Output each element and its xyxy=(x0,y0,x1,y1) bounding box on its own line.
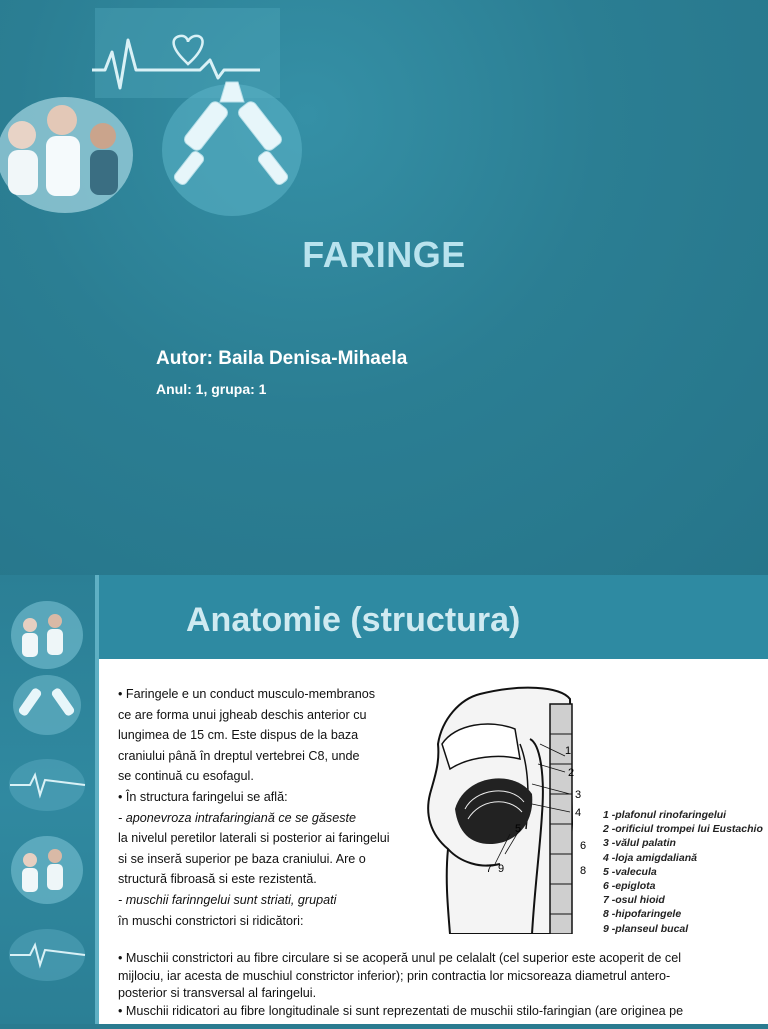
diagram-number: 6 xyxy=(580,840,587,852)
structure-paragraph xyxy=(118,684,418,931)
muscles-paragraph xyxy=(118,950,758,1020)
medical-collage xyxy=(0,0,320,230)
legend-item: 1 -plafonul rinofaringelui xyxy=(603,809,727,821)
diagram-number: 8 xyxy=(580,865,587,877)
slide-title: FARINGE xyxy=(302,234,466,275)
paragraph-line: se continuă cu esofagul. xyxy=(118,769,254,784)
paragraph-line: mijlociu, iar acesta de muschiul constrictor inferior); prin contractia lor micsoreaza diametrul antero- xyxy=(118,968,671,983)
diagram-number: 2 xyxy=(568,767,575,779)
paragraph-line: - aponevroza intrafaringiană ce se găseste xyxy=(118,810,357,825)
legend-item: 3 -vălul palatin xyxy=(603,837,676,850)
sidebar-collage xyxy=(0,575,95,1024)
legend-item: 6 -epiglota xyxy=(603,880,656,893)
paragraph-line: ce are forma unui jgheab deschis anterior cu xyxy=(118,707,367,722)
paragraph-line: în muschi constrictori si ridicători: xyxy=(118,913,304,928)
diagram-number: 7 xyxy=(486,863,493,875)
paragraph-line: - muschii farinngelui sunt striati, grupati xyxy=(118,892,337,907)
paragraph-line: craniului până în dreptul vertebrei C8, unde xyxy=(118,748,360,763)
legend-item: 9 -planseul bucal xyxy=(603,922,689,935)
content-title: Anatomie (structura) xyxy=(186,601,521,639)
paragraph-line: si se inseră superior pe baza craniului. Are o xyxy=(118,851,366,866)
paragraph-line: • Muschii constrictori au fibre circulare si se acoperă unul pe celalalt (cel superior este acoperit de cel xyxy=(118,951,681,965)
decorative-sidebar xyxy=(0,575,95,1024)
diagram-number: 5 xyxy=(515,823,522,835)
year-group: Anul: 1, grupa: 1 xyxy=(156,381,267,397)
diagram-number: 3 xyxy=(575,789,582,801)
legend-item: 7 -osul hioid xyxy=(603,894,665,907)
diagram-number: 4 xyxy=(575,807,582,819)
paragraph-line: structură fibroasă si este rezistentă. xyxy=(118,872,317,887)
legend-item: 2 -orificiul trompei lui Eustachio xyxy=(603,823,763,836)
paragraph-line: posterior si transversal al faringelui. xyxy=(118,986,317,1000)
diagram-legend xyxy=(603,808,763,936)
author-name: Autor: Baila Denisa-Mihaela xyxy=(156,348,408,369)
paragraph-line: • În structura faringelui se află: xyxy=(118,789,288,804)
legend-item: 4 -loja amigdaliană xyxy=(603,851,697,864)
diagram-number: 1 xyxy=(565,745,572,757)
diagram-number: 9 xyxy=(498,863,505,875)
paragraph-line: • Muschii ridicatori au fibre longitudinale si sunt reprezentati de muschii stilo-faringian (are originea pe xyxy=(118,1003,684,1018)
paragraph-line: • Faringele e un conduct musculo-membranos xyxy=(118,687,376,701)
paragraph-line: la nivelul peretilor laterali si posterior ai faringelui xyxy=(118,831,390,846)
paragraph-line: lungimea de 15 cm. Este dispus de la baza xyxy=(118,728,359,743)
legend-item: 8 -hipofaringele xyxy=(603,908,682,921)
legend-item: 5 -valecula xyxy=(603,865,657,878)
